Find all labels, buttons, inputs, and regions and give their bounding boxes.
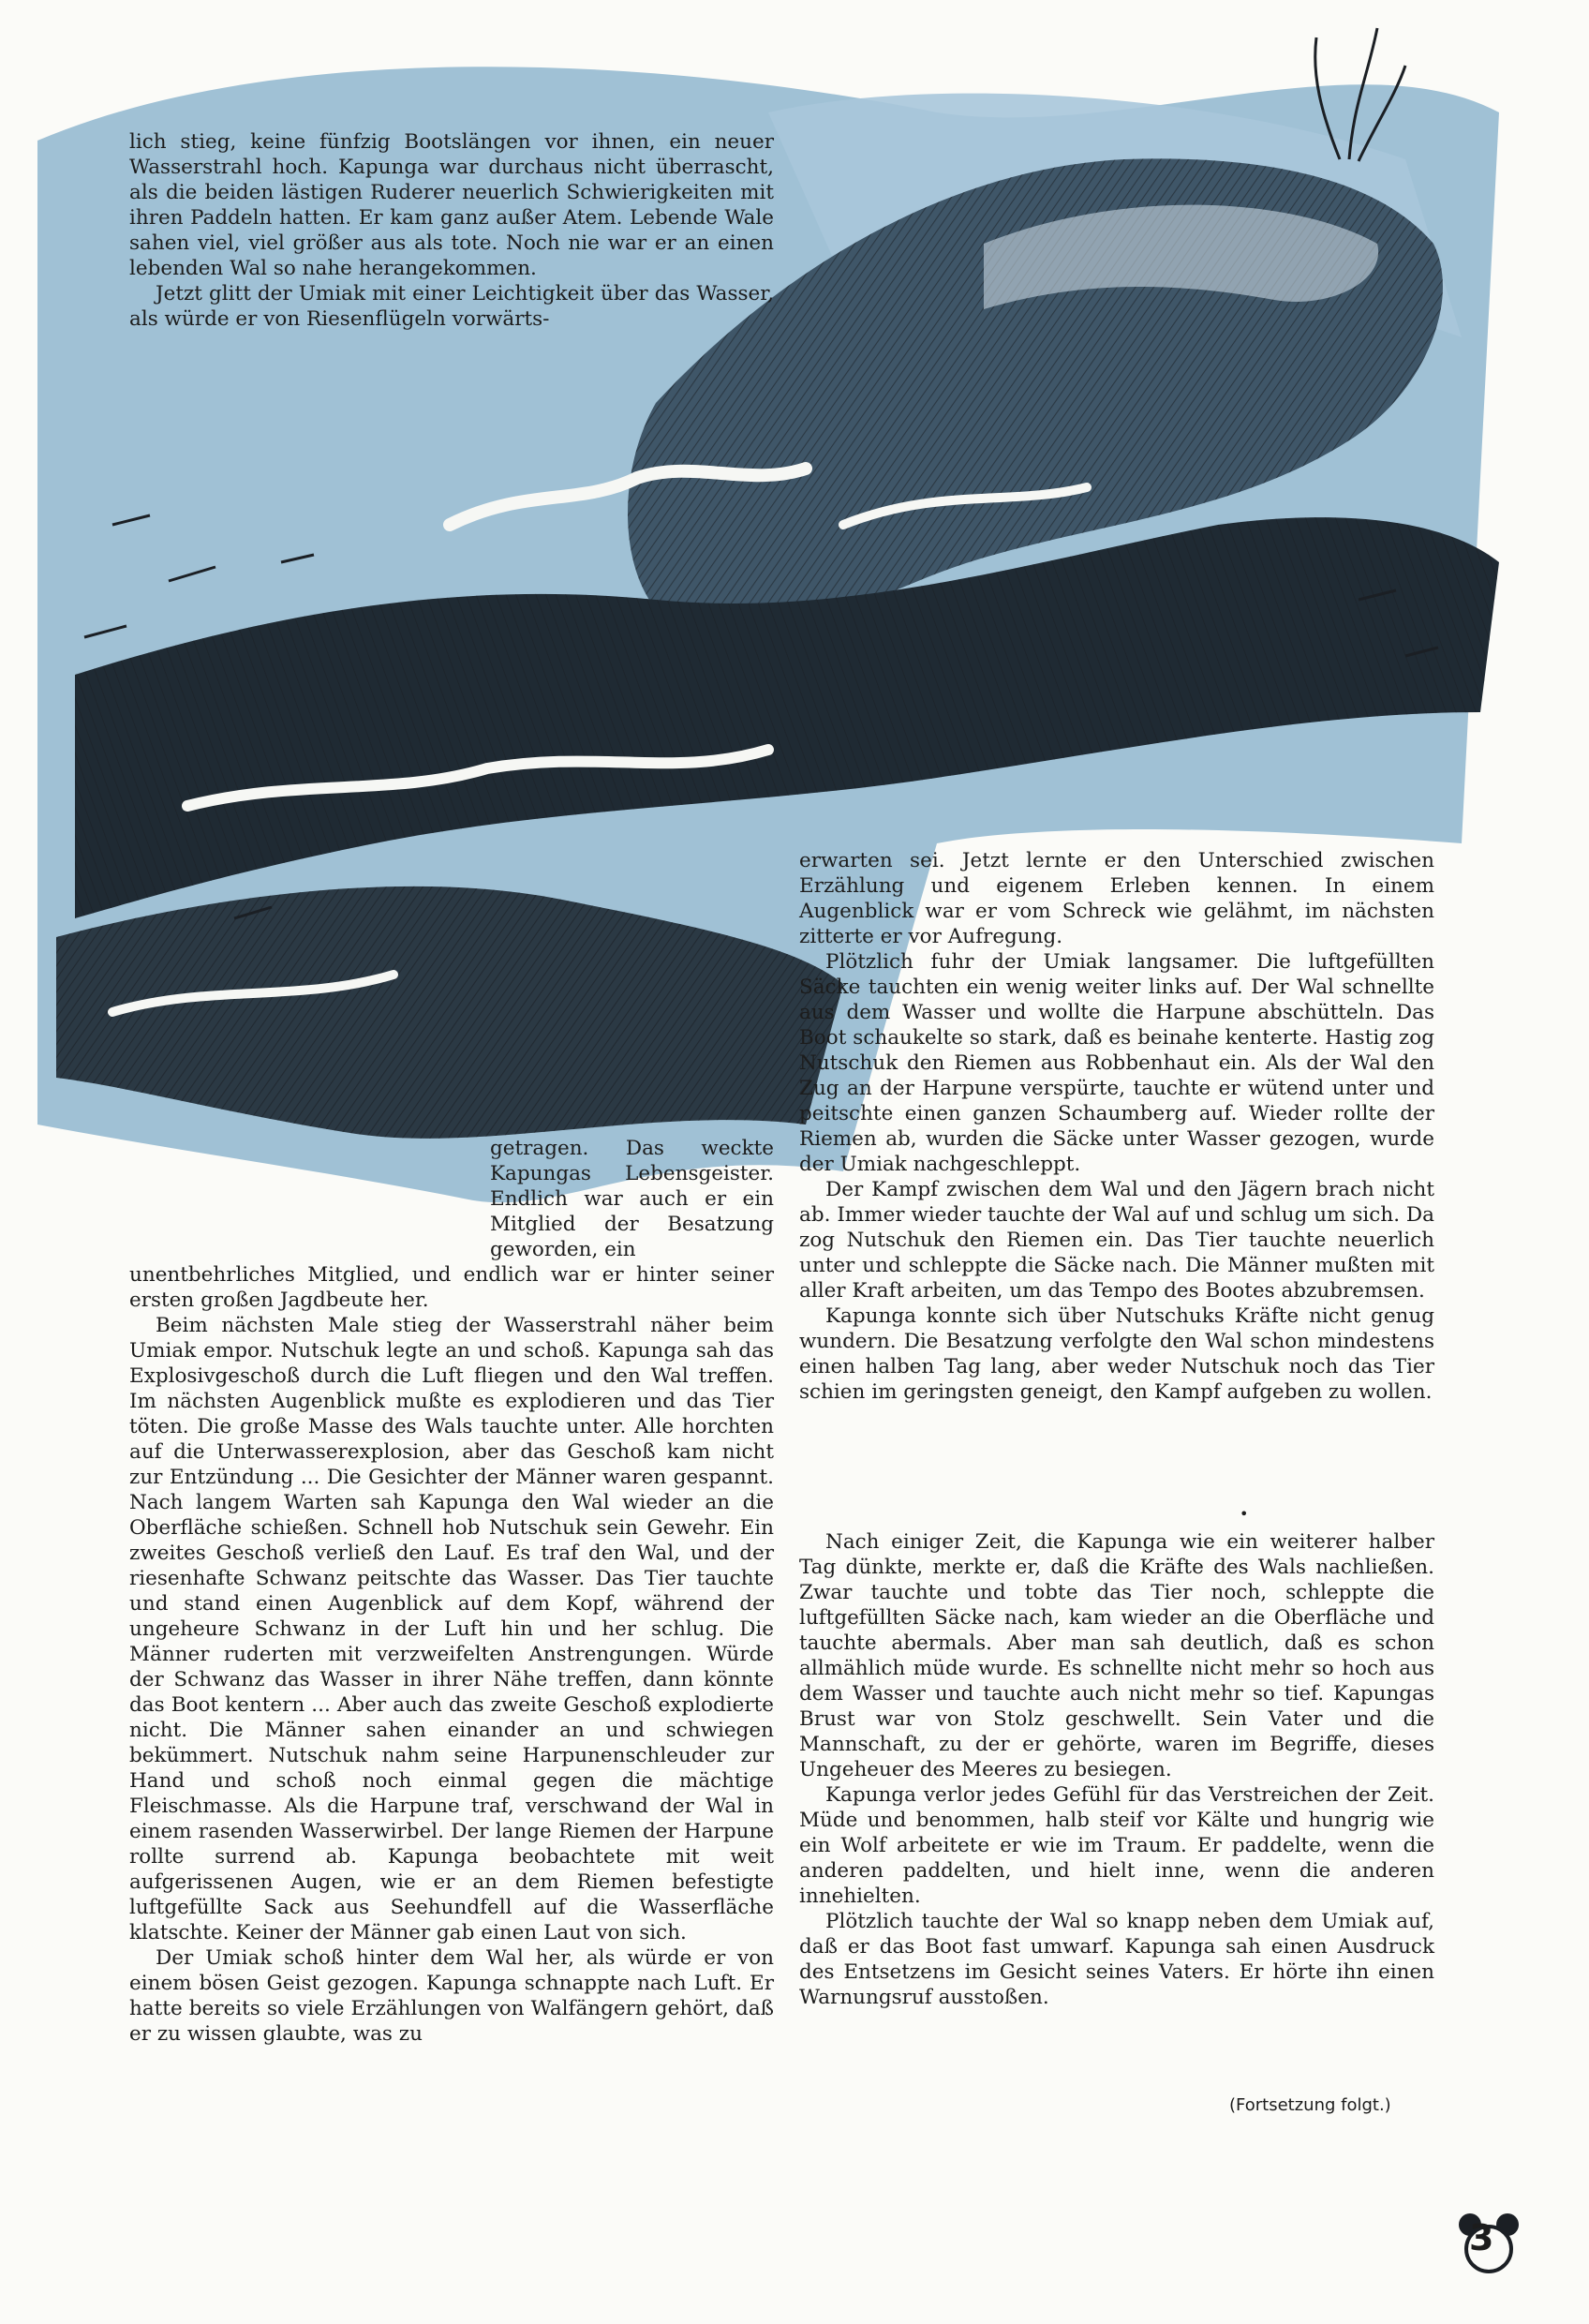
paragraph: lich stieg, keine fünfzig Bootslängen vor ihnen, ein neuer Wasserstrahl hoch. Kapunga war durchaus nicht überrascht, als die beiden lästigen Ruderer neuerlich Schwierigkeiten mit ihren Paddeln hatten. Er kam ganz außer Atem. Lebende Wale sahen viel, viel größer aus als tote. Noch nie war er an einen lebenden Wal so nahe herangekommen. xyxy=(129,130,774,280)
article-column-right-top xyxy=(799,848,1434,1405)
paragraph: Plötzlich tauchte der Wal so knapp neben dem Umiak auf, daß er das Boot fast umwarf. Kapunga sah einen Ausdruck des Entsetzens im Gesicht seines Vaters. Er hörte ihn einen Warnungsruf ausstoßen. xyxy=(799,1910,1434,2009)
paragraph: Der Umiak schoß hinter dem Wal her, als würde er von einem bösen Geist gezogen. Kapunga schnappte nach Luft. Er hatte bereits so viele Erzählungen von Walfängern gehört, daß er zu wissen glaubte, was zu xyxy=(129,1946,774,2046)
paragraph: Kapunga konnte sich über Nutschuks Kräfte nicht genug wundern. Die Besatzung verfolgte den Wal schon mindestens einen halben Tag lang, aber weder Nutschuk noch das Tier schien im geringsten geneigt, den Kampf aufgeben zu wollen. xyxy=(799,1304,1434,1404)
paragraph: Der Kampf zwischen dem Wal und den Jägern brach nicht ab. Immer wieder tauchte der Wal auf und schlug um sich. Da zog Nutschuk den Riemen ein. Das Tier tauchte neuerlich unter und schleppte die Säcke nach. Die Männer mußten mit aller Kraft arbeiten, um das Tempo des Bootes abzubremsen. xyxy=(799,1178,1434,1303)
article-column-left-bottom xyxy=(129,1136,774,2047)
article-column-right-bottom xyxy=(799,1499,1434,2010)
paragraph: getragen. Das weckte Kapungas Lebensgeister. Endlich war auch er ein Mitglied der Besatzung geworden, ein xyxy=(490,1137,774,1261)
article-column-left-top xyxy=(129,129,774,332)
paragraph: Beim nächsten Male stieg der Wasserstrahl näher beim Umiak empor. Nutschuk legte an und schoß. Kapunga sah das Explosivgeschoß durch die Luft fliegen und den Wal treffen. Im nächsten Augenblick mußte es explodieren und das Tier töten. Die große Masse des Wals tauchte unter. Alle horchten auf die Unterwasserexplosion, aber das Geschoß kam nicht zur Entzündung ... Die Gesichter der Männer waren gespannt. Nach langem Warten sah Kapunga den Wal wieder an die Oberfläche schießen. Schnell hob Nutschuk sein Gewehr. Ein zweites Geschoß verließ den Lauf. Es traf den Wal, und der riesenhafte Schwanz peitschte das Wasser. Das Tier tauchte und stand einen Augenblick auf dem Kopf, während der ungeheure Schwanz in der Luft hin und her schlug. Die Männer ruderten mit verzweifelten Anstrengungen. Würde der Schwanz das Wasser in ihrer Nähe treffen, dann könnte das Boot kentern ... Aber auch das zweite Geschoß explodierte nicht. Die Männer sahen einander an und schwiegen bekümmert. Nutschuk nahm seine Harpunenschleuder zur Hand und schoß noch einmal gegen die mächtige Fleischmasse. Als die Harpune traf, verschwand der Wal in einem rasenden Wasserwirbel. Der lange Riemen der Harpune rollte surrend ab. Kapunga beobachtete mit weit aufgerissenen Augen, wie er an dem Riemen befestigte luftgefüllte Sack aus Seehundfell auf die Wasserfläche klatschte. Keiner der Männer gab einen Laut von sich. xyxy=(129,1314,774,1944)
paragraph: unentbehrliches Mitglied, und endlich war er hinter seiner ersten großen Jagdbeute her. xyxy=(129,1263,774,1312)
paragraph: Nach einiger Zeit, die Kapunga wie ein weiterer halber Tag dünkte, merkte er, daß die Kräfte des Wals nachließen. Zwar tauchte und tobte das Tier noch, schleppte die luftgefüllten Säcke nach, kam wieder an die Oberfläche und tauchte abermals. Aber man sah deutlich, daß es schon allmählich müde wurde. Es schnellte nicht mehr so hoch aus dem Wasser und tauchte auch nicht mehr so tief. Kapungas Brust war von Stolz geschwellt. Sein Vater und die Mannschaft, zu der er gehörte, waren im Begriffe, dieses Ungeheuer des Meeres zu besiegen. xyxy=(799,1530,1434,1781)
page-number: 3 xyxy=(1469,2217,1494,2258)
paragraph: Kapunga verlor jedes Gefühl für das Verstreichen der Zeit. Müde und benommen, halb steif vor Kälte und hungrig wie ein Wolf arbeitete er wie im Traum. Er paddelte, wenn die anderen paddelten, und hielt inne, wenn die anderen innehielten. xyxy=(799,1783,1434,1908)
paragraph: Jetzt glitt der Umiak mit einer Leichtigkeit über das Wasser, als würde er von Riesenflügeln vorwärts- xyxy=(129,282,774,331)
section-separator: • xyxy=(1240,1505,1249,1523)
paragraph: Plötzlich fuhr der Umiak langsamer. Die luftgefüllten Säcke tauchten ein wenig weiter links auf. Der Wal schnellte aus dem Wasser und wollte die Harpune abschütteln. Das Boot schaukelte so stark, daß es beinahe kenterte. Hastig zog Nutschuk den Riemen aus Robbenhaut ein. Als der Wal den Zug an der Harpune verspürte, tauchte er wütend unter und peitschte einen ganzen Schaumberg auf. Wieder rollte der Riemen ab, wurden die Säcke unter Wasser gezogen, wurde der Umiak nachgeschleppt. xyxy=(799,950,1434,1176)
paragraph: erwarten sei. Jetzt lernte er den Unterschied zwischen Erzählung und eigenem Erleben kennen. In einem Augenblick war er vom Schreck wie gelähmt, im nächsten zitterte er vor Aufregung. xyxy=(799,849,1434,948)
continuation-note: (Fortsetzung folgt.) xyxy=(1229,2095,1391,2115)
